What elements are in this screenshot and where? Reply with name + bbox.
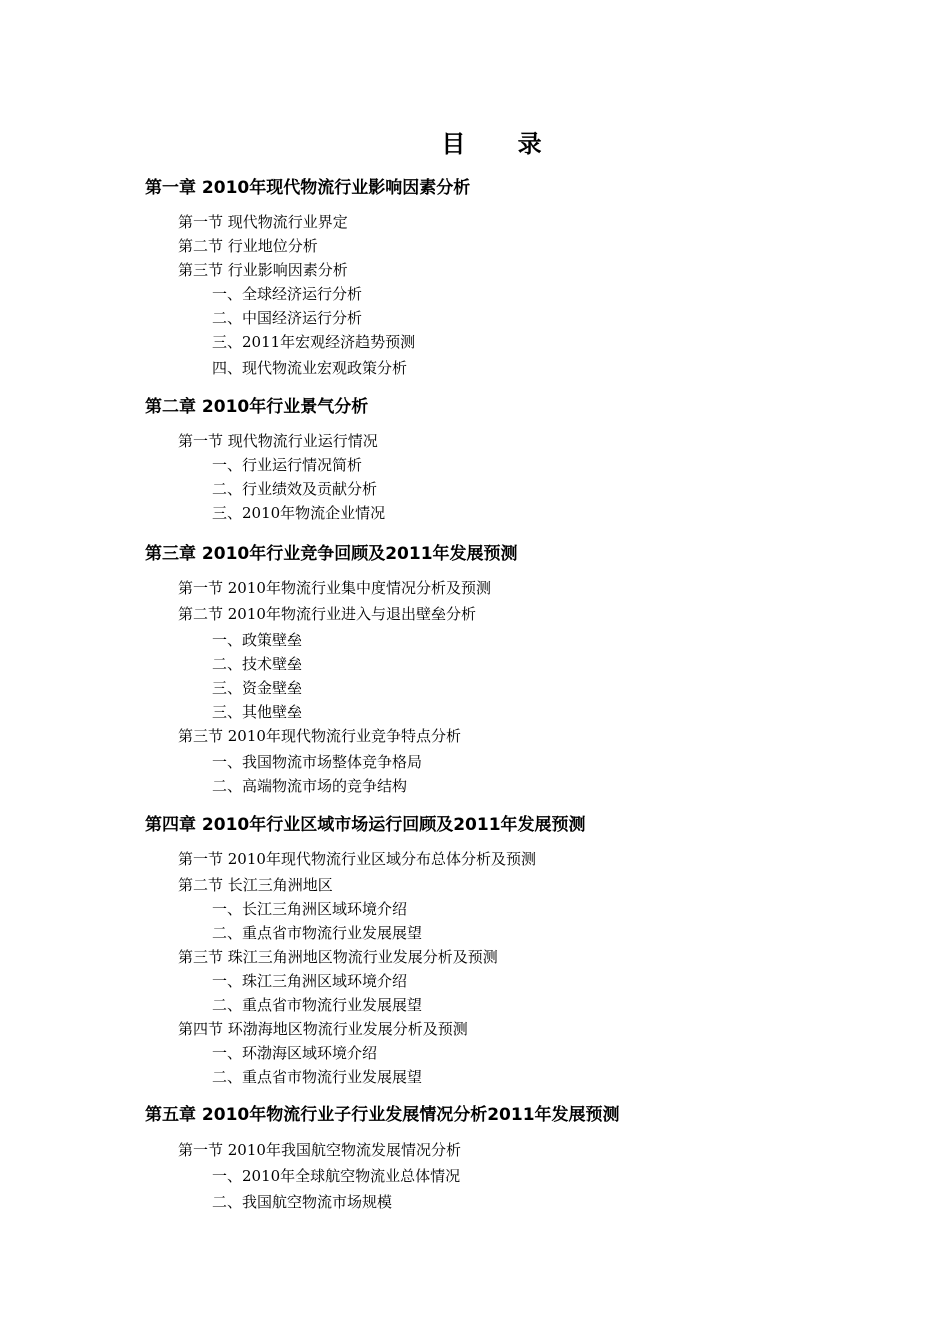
item-5-1-1[interactable]: 一、2010年全球航空物流业总体情况 [212,1167,461,1185]
chapter-1-heading[interactable]: 第一章 2010年现代物流行业影响因素分析 [145,178,471,198]
section-5-1[interactable]: 第一节 2010年我国航空物流发展情况分析 [178,1141,461,1159]
item-1-3-1[interactable]: 一、全球经济运行分析 [212,285,363,303]
item-3-3-1[interactable]: 一、我国物流市场整体竞争格局 [212,753,423,771]
item-5-1-2[interactable]: 二、我国航空物流市场规模 [212,1193,393,1211]
item-4-3-2[interactable]: 二、重点省市物流行业发展展望 [212,996,423,1014]
section-3-2[interactable]: 第二节 2010年物流行业进入与退出壁垒分析 [178,605,476,623]
section-3-1[interactable]: 第一节 2010年物流行业集中度情况分析及预测 [178,579,491,597]
item-1-3-3[interactable]: 三、2011年宏观经济趋势预测 [212,333,416,351]
section-3-3[interactable]: 第三节 2010年现代物流行业竞争特点分析 [178,727,461,745]
item-3-2-3[interactable]: 三、资金壁垒 [212,679,303,697]
chapter-2-heading[interactable]: 第二章 2010年行业景气分析 [145,397,369,417]
item-3-2-1[interactable]: 一、政策壁垒 [212,631,303,649]
item-4-4-1[interactable]: 一、环渤海区域环境介绍 [212,1044,378,1062]
section-1-3[interactable]: 第三节 行业影响因素分析 [178,261,348,279]
section-1-2[interactable]: 第二节 行业地位分析 [178,237,318,255]
item-4-3-1[interactable]: 一、珠江三角洲区域环境介绍 [212,972,408,990]
section-4-3[interactable]: 第三节 珠江三角洲地区物流行业发展分析及预测 [178,948,498,966]
section-1-1[interactable]: 第一节 现代物流行业界定 [178,213,348,231]
item-1-3-4[interactable]: 四、现代物流业宏观政策分析 [212,359,408,377]
item-4-2-1[interactable]: 一、长江三角洲区域环境介绍 [212,900,408,918]
item-2-1-2[interactable]: 二、行业绩效及贡献分析 [212,480,378,498]
item-2-1-3[interactable]: 三、2010年物流企业情况 [212,504,386,522]
section-4-2[interactable]: 第二节 长江三角洲地区 [178,876,333,894]
item-3-2-2[interactable]: 二、技术壁垒 [212,655,303,673]
section-4-1[interactable]: 第一节 2010年现代物流行业区域分布总体分析及预测 [178,850,536,868]
item-2-1-1[interactable]: 一、行业运行情况简析 [212,456,363,474]
chapter-5-heading[interactable]: 第五章 2010年物流行业子行业发展情况分析2011年发展预测 [145,1105,620,1125]
item-1-3-2[interactable]: 二、中国经济运行分析 [212,309,363,327]
section-2-1[interactable]: 第一节 现代物流行业运行情况 [178,432,378,450]
section-4-4[interactable]: 第四节 环渤海地区物流行业发展分析及预测 [178,1020,468,1038]
item-3-3-2[interactable]: 二、高端物流市场的竞争结构 [212,777,408,795]
chapter-3-heading[interactable]: 第三章 2010年行业竞争回顾及2011年发展预测 [145,544,518,564]
item-3-2-4[interactable]: 三、其他壁垒 [212,703,303,721]
item-4-4-2[interactable]: 二、重点省市物流行业发展展望 [212,1068,423,1086]
chapter-4-heading[interactable]: 第四章 2010年行业区域市场运行回顾及2011年发展预测 [145,815,586,835]
page-title: 目 录 [441,130,564,158]
item-4-2-2[interactable]: 二、重点省市物流行业发展展望 [212,924,423,942]
